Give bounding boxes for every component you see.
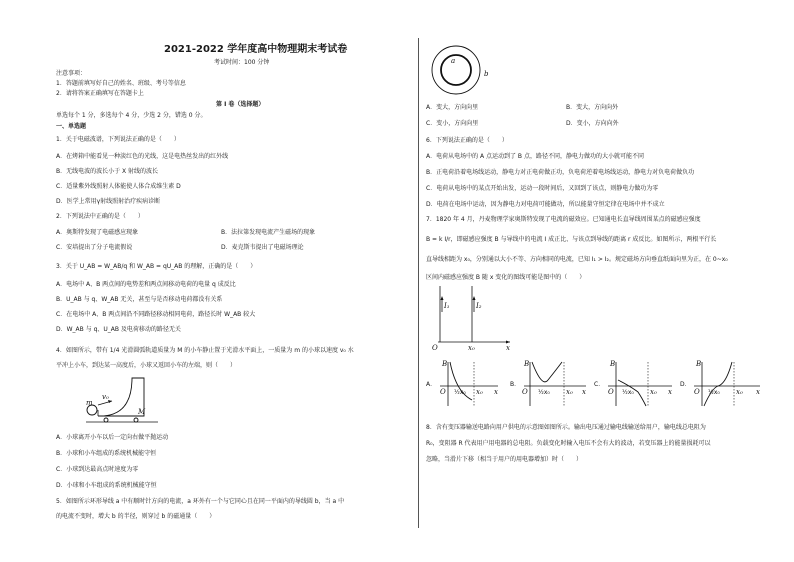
label-a: a bbox=[451, 57, 456, 65]
svg-text:x₀: x₀ bbox=[736, 388, 743, 396]
q1-option-b: B．无线电波的波长小于 X 射线的波长 bbox=[56, 168, 159, 175]
q4-stem: 4．如图所示，带有 1/4 光滑圆弧轨道质量为 M 的小车静止置于光滑水平面上，一质量为 m 的小球以速度 v₀ 水 bbox=[56, 347, 354, 354]
label-x0: x₀ bbox=[468, 344, 475, 352]
q1-option-c: C．适量紫外线照射人体能使人体合成维生素 D bbox=[56, 183, 181, 190]
section-title: 一、单选题 bbox=[56, 123, 87, 130]
q1-stem: 1．关于电磁波谱，下列说法正确的是（ ） bbox=[56, 136, 180, 143]
label-x: x bbox=[506, 344, 510, 352]
cart-wheel bbox=[104, 418, 108, 422]
q3-option-b: B．U_AB 与 q、W_AB 无关，甚至与是否移动电荷都没有关系 bbox=[56, 296, 223, 303]
q8-text: 忽略，当滑片下移（相当于用户的用电器增加）时（ ） bbox=[426, 456, 583, 463]
label-M: M bbox=[138, 408, 146, 416]
part-title: 第 I 卷（选择题） bbox=[216, 101, 265, 108]
q8-text: 8．含有变压器输送电路向用户供电的示意图如图所示。输出电压通过输电线输送给用户，输电线总电阻为 bbox=[426, 424, 706, 431]
q6-stem: 6．下列说法正确的是（ ） bbox=[426, 137, 508, 144]
q2-option-d: D．麦克斯韦提出了电磁场理论 bbox=[221, 244, 304, 251]
q1-option-a: A．在烤箱中能看见一种淡红色的光线，这是电热丝发出的红外线 bbox=[56, 153, 229, 160]
q2-option-a: A．奥斯特发现了电磁感应现象 bbox=[56, 229, 139, 236]
svg-text:x: x bbox=[756, 388, 760, 396]
svg-text:x: x bbox=[668, 388, 672, 396]
q5-stem: 5．如图所示环形导线 a 中有顺时针方向的电流，a 环外有一个与它同心且在同一平面内的导线圆 b，当 a 中 bbox=[56, 498, 345, 505]
q5-option-a: A．变大，方向向里 bbox=[426, 104, 479, 111]
q3-option-c: C．在电场中 A、B 两点间沿不同路径移动相同电荷，路径长时 W_AB 较大 bbox=[56, 311, 256, 318]
exam-time: 考试时间：100 分钟 bbox=[214, 59, 270, 66]
q4-cart-figure bbox=[86, 372, 156, 424]
q2-option-c: C．安培提出了分子电流假说 bbox=[56, 244, 133, 251]
svg-text:½x₀: ½x₀ bbox=[454, 389, 466, 396]
q3-option-d: D．W_AB 与 q、U_AB 及电荷移动的路径无关 bbox=[56, 326, 181, 333]
svg-text:D．: D． bbox=[680, 381, 691, 388]
svg-text:B: B bbox=[610, 360, 616, 368]
q3-stem: 3．关于 U_AB = W_AB/q 和 W_AB = qU_AB 的理解，正确的是（ ） bbox=[56, 263, 257, 270]
q5-option-d: D．变小，方向向外 bbox=[566, 120, 619, 127]
svg-text:x₀: x₀ bbox=[476, 388, 483, 396]
q4-option-b: B．小球和小车组成的系统机械能守恒 bbox=[56, 450, 157, 457]
note-item: 1．答题前填写好自己的姓名、班级、考号等信息 bbox=[56, 80, 186, 87]
svg-text:x₀: x₀ bbox=[650, 388, 657, 396]
svg-text:B: B bbox=[442, 360, 448, 368]
q4-option-a: A．小球离开小车以后一定向右做平抛运动 bbox=[56, 434, 169, 441]
q1-option-d: D．医学上常用γ射线照射治疗疾病诊断 bbox=[56, 198, 161, 205]
q7-graph-options bbox=[426, 358, 764, 410]
column-divider bbox=[418, 38, 419, 528]
ring-a bbox=[441, 55, 471, 85]
svg-text:O: O bbox=[522, 388, 528, 396]
label-v0: v₀ bbox=[102, 393, 109, 401]
q5-rings-figure bbox=[430, 42, 494, 98]
q7-text: 区间内磁感应强度 B 随 x 变化的图线可能是图中的（ ） bbox=[426, 274, 586, 281]
svg-text:B: B bbox=[696, 360, 702, 368]
svg-text:B．: B． bbox=[510, 381, 521, 388]
graph-b[interactable] bbox=[510, 360, 586, 406]
q7-text: B = k I/r，即磁感应强度 B 与导线中的电流 I 成正比、与该点到导线的距离 r 成反比。如图所示，两根平行长 bbox=[426, 236, 717, 243]
graph-d[interactable] bbox=[680, 360, 760, 406]
svg-text:B: B bbox=[524, 360, 530, 368]
svg-text:½x₀: ½x₀ bbox=[622, 389, 634, 396]
svg-text:½x₀: ½x₀ bbox=[708, 389, 720, 396]
label-I1: I₁ bbox=[444, 302, 450, 310]
q4-option-c: C．小球到达最高点时速度为零 bbox=[56, 466, 139, 473]
q3-option-a: A．电场中 A、B 两点间的电势差和两点间移动电荷的电量 q 成反比 bbox=[56, 281, 236, 288]
graph-c[interactable] bbox=[594, 360, 672, 406]
q4-stem-cont: 平冲上小车，到达某一高度后，小球又返回小车的左端，则（ ） bbox=[56, 362, 237, 369]
svg-text:C．: C． bbox=[594, 381, 605, 388]
q5-option-b: B．变大，方向向外 bbox=[566, 104, 619, 111]
q2-stem: 2．下列说法中正确的是（ ） bbox=[56, 213, 144, 220]
q2-option-b: B．法拉第发现电流产生磁场的现象 bbox=[221, 229, 316, 236]
q6-option-c: C．电荷从电场中的某点开始出发，运动一段时间后，又回到了该点，则静电力做功为零 bbox=[426, 185, 659, 192]
svg-text:x: x bbox=[582, 388, 586, 396]
q6-option-b: B．正电荷沿着电场线运动，静电力对正电荷做正功，负电荷逆着电场线运动，静电力对负电荷做负功 bbox=[426, 169, 695, 176]
q6-option-a: A．电荷从电场中的 A 点运动到了 B 点，路径不同，静电力做功的大小就可能不同 bbox=[426, 153, 644, 160]
q7-wires-figure bbox=[432, 284, 512, 354]
ring-b bbox=[432, 46, 480, 94]
svg-text:O: O bbox=[694, 388, 700, 396]
svg-text:x: x bbox=[494, 388, 498, 396]
note-item: 2．请将答案正确填写在答题卡上 bbox=[56, 90, 144, 97]
label-I2: I₂ bbox=[476, 302, 482, 310]
part-instruction: 单选每个 1 分，多选每个 4 分，少选 2 分，错选 0 分。 bbox=[56, 112, 207, 119]
label-O: O bbox=[432, 344, 438, 352]
svg-text:O: O bbox=[440, 388, 446, 396]
q8-text: R₀，变阻器 R 代表用户用电器的总电阻。负载变化时输入电压不会有大的波动，若变压器上的能量损耗可以 bbox=[426, 440, 711, 447]
svg-text:½x₀: ½x₀ bbox=[538, 389, 550, 396]
q7-text: 直导线相距为 x₀，分别通以大小不等、方向相同的电流，已知 I₁ > I₂。规定磁场方向垂直纸面向里为正，在 0~x₀ bbox=[426, 256, 728, 263]
svg-text:O: O bbox=[608, 388, 614, 396]
graph-a[interactable] bbox=[426, 360, 498, 406]
q6-option-d: D．电荷在电场中运动，因为静电力对电荷可能做功，所以能量守恒定律在电场中并不成立 bbox=[426, 201, 665, 208]
cart-wheel bbox=[134, 418, 138, 422]
notes-heading: 注意事项： bbox=[56, 70, 87, 77]
svg-text:x₀: x₀ bbox=[566, 388, 573, 396]
exam-title: 2021-2022 学年度高中物理期末考试卷 bbox=[164, 44, 348, 55]
svg-text:A．: A． bbox=[426, 381, 437, 388]
q5-stem-cont: 的电流不变时，增大 b 的半径，则穿过 b 的磁通量（ ） bbox=[56, 513, 216, 520]
q7-text: 7．1820 年 4 月，丹麦物理学家奥斯特发现了电流的磁效应。已知通电长直导线周围某点的磁感应强度 bbox=[426, 216, 701, 223]
q5-option-c: C．变小，方向向里 bbox=[426, 120, 479, 127]
label-b: b bbox=[484, 70, 489, 78]
q4-option-d: D．小球和小车组成的系统机械能守恒 bbox=[56, 482, 157, 489]
label-m: m bbox=[86, 399, 93, 407]
